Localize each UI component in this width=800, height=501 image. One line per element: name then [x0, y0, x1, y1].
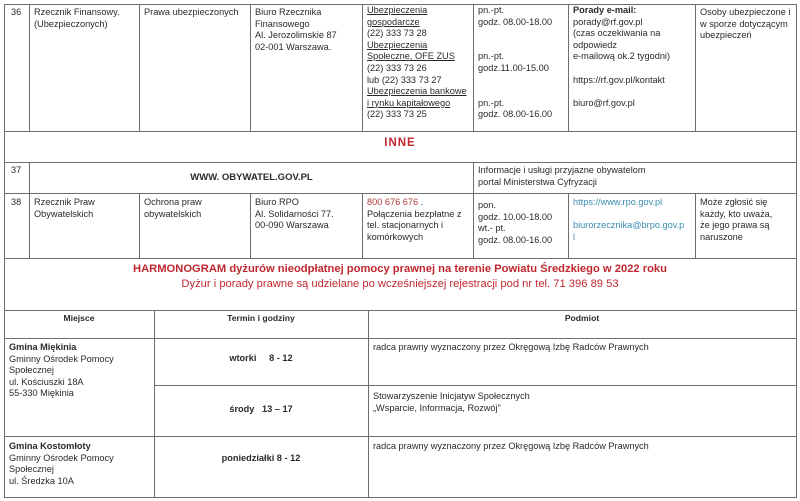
entity — [369, 340, 796, 356]
table-divider — [154, 385, 796, 386]
text-line: Połączenia bezpłatne z — [367, 208, 462, 219]
website-link[interactable]: WWW. OBYWATEL.GOV.PL — [190, 172, 313, 183]
text-line: naruszone — [700, 231, 743, 242]
table-border — [796, 258, 797, 310]
text-line: ubezpieczeń — [700, 30, 752, 41]
phone-number[interactable]: 800 676 676 — [367, 197, 419, 207]
place — [5, 340, 154, 402]
text-line: Finansowego — [255, 18, 310, 29]
harmonogram-title: HARMONOGRAM dyżurów nieodpłatnej pomocy prawnej na terenie Powiatu Średzkiego w 2022 roku — [133, 263, 667, 275]
text-line: 00-090 Warszawa — [255, 220, 329, 231]
text-line: pn.-pt. — [478, 97, 505, 108]
row-number: 37 — [11, 165, 22, 175]
contact-links — [569, 195, 695, 245]
phone-category-label: i rynku kapitałowego — [367, 97, 451, 108]
address — [251, 5, 362, 55]
table-border — [796, 4, 797, 258]
table-divider — [4, 338, 796, 339]
text-line: godz. 08.00-16.00 — [478, 109, 553, 120]
site-description — [474, 163, 796, 190]
text-line: godz. 08.00-18.00 — [478, 16, 553, 27]
table-border — [796, 310, 797, 498]
text-line: Gminny Ośrodek Pomocy — [9, 353, 114, 364]
text-line: godz.11.00-15.00 — [478, 62, 549, 73]
text-line: każdy, kto uważa, — [700, 208, 773, 219]
text-line: Ochrona praw — [144, 197, 202, 207]
text-line: obywatelskich — [144, 208, 202, 219]
column-header-term: Termin i godziny — [227, 313, 295, 323]
phone-number[interactable]: (22) 333 73 25 — [367, 109, 427, 120]
entity — [369, 439, 796, 455]
text-punctuation: . — [418, 197, 424, 207]
text-line: e-mailową ok.2 tygodni) — [573, 51, 671, 62]
table-divider — [4, 258, 796, 259]
website-link[interactable]: https://www.rpo.gov.pl — [573, 197, 663, 207]
email-link[interactable]: biurorzecznika@brpo.gov.p — [573, 220, 685, 231]
table-border — [4, 497, 796, 498]
phone-category-label: gospodarcze — [367, 16, 420, 27]
office-hours — [474, 198, 568, 248]
row-number: 38 — [11, 197, 22, 207]
text-line: tel. stacjonarnych i — [367, 220, 444, 231]
text-line: Stowarzyszenie Inicjatyw Społecznych — [373, 391, 530, 401]
institution-name — [30, 5, 139, 32]
phone-numbers — [363, 3, 473, 123]
text-line: Społecznej — [9, 464, 54, 475]
place — [5, 439, 154, 489]
text-line: wt.- pt. — [478, 223, 506, 234]
text-line: radca prawny wyznaczony przez Okręgową Izbę Radców Prawnych — [373, 342, 649, 352]
text-line: Informacje i usługi przyjazne obywatelom — [478, 165, 646, 175]
text-line: ul. Kościuszki 18A — [9, 376, 84, 387]
phone-category-label: Ubezpieczenia — [367, 5, 428, 15]
text-line: (Ubezpieczonych) — [34, 18, 108, 29]
place-title: Gmina Kostomłoty — [9, 441, 91, 451]
address — [251, 195, 362, 234]
col-divider — [139, 4, 140, 131]
text-line: pn.-pt. — [478, 5, 505, 15]
term-hours: wtorki 8 - 12 — [229, 353, 293, 363]
text-line: 55-330 Miękinia — [9, 388, 74, 399]
text-line: Obywatelskich — [34, 208, 94, 219]
text-line: Może zgłosić się — [700, 197, 768, 207]
phone-number[interactable]: (22) 333 73 26 — [367, 62, 427, 73]
email-link[interactable]: biuro@rf.gov.pl — [573, 97, 635, 108]
office-hours — [474, 3, 568, 123]
text-line: pon. — [478, 200, 496, 210]
contact-info — [569, 3, 695, 111]
table-divider — [4, 193, 796, 194]
text-line: ul. Średzka 10A — [9, 475, 74, 486]
text-line: w sporze dotyczącym — [700, 18, 788, 29]
row-number: 36 — [11, 7, 22, 17]
text-line: godz. 10.00-18.00 — [478, 211, 553, 222]
phone-category-label: Ubezpieczenia — [367, 39, 428, 50]
column-header-place: Miejsce — [63, 313, 95, 323]
text-line: Biuro Rzecznika — [255, 7, 322, 17]
phone-info — [363, 195, 473, 245]
institution-name — [30, 195, 139, 222]
email-link[interactable]: porady@rf.gov.pl — [573, 16, 643, 27]
phone-number[interactable]: (22) 333 73 28 — [367, 28, 427, 39]
text-line: Rzecznik Praw — [34, 197, 95, 207]
text-line: Al. Jerozolimskie 87 — [255, 30, 337, 41]
table-divider — [4, 131, 796, 132]
section-heading-inne: INNE — [384, 137, 416, 149]
phone-category-label: Ubezpieczenia bankowe — [367, 86, 467, 97]
entity — [369, 389, 796, 416]
text-line: Społecznej — [9, 365, 54, 376]
text-line: portal Ministerstwa Cyfryzacji — [478, 176, 597, 187]
text-line: (czas oczekiwania na — [573, 28, 661, 39]
eligible-persons — [696, 5, 796, 44]
table-divider — [4, 436, 796, 437]
column-header-entity: Podmiot — [564, 313, 600, 323]
text-line: komórkowych — [367, 231, 424, 242]
place-title: Gmina Miękinia — [9, 342, 77, 352]
website-link[interactable]: https://rf.gov.pl/kontakt — [573, 74, 665, 85]
text-line: że jego prawa są — [700, 220, 770, 231]
text-line: „Wsparcie, Informacja, Rozwój” — [373, 402, 501, 413]
text-line: 02-001 Warszawa. — [255, 41, 332, 52]
text-line: Gminny Ośrodek Pomocy — [9, 452, 114, 463]
contact-title: Porady e-mail: — [573, 5, 637, 15]
harmonogram-subtitle: Dyżur i porady prawne są udzielane po wcześniejszej rejestracji pod nr tel. 71 396 89 53 — [181, 278, 619, 290]
text-line: odpowiedz — [573, 39, 617, 50]
scope: Prawa ubezpieczonych — [144, 7, 239, 17]
text-line: godz. 08.00-16.00 — [478, 234, 553, 245]
text-line: Rzecznik Finansowy. — [34, 7, 120, 17]
text-line: Biuro RPO — [255, 197, 299, 207]
text-line: pn.-pt. — [478, 51, 505, 62]
term-hours: poniedziałki 8 - 12 — [221, 453, 301, 463]
text-line: Al. Solidarności 77. — [255, 208, 334, 219]
phone-number[interactable]: lub (22) 333 73 27 — [367, 74, 442, 85]
table-border — [4, 310, 796, 311]
table-border — [4, 4, 5, 258]
scope — [140, 195, 250, 222]
email-link-continued[interactable]: l — [573, 231, 576, 242]
eligible-persons — [696, 195, 796, 245]
phone-category-label: Społeczne, OFE ZUS — [367, 51, 455, 62]
text-line: Osoby ubezpieczone i — [700, 7, 791, 17]
term-hours: środy 13 – 17 — [229, 404, 293, 414]
text-line: radca prawny wyznaczony przez Okręgową Izbę Radców Prawnych — [373, 441, 649, 451]
